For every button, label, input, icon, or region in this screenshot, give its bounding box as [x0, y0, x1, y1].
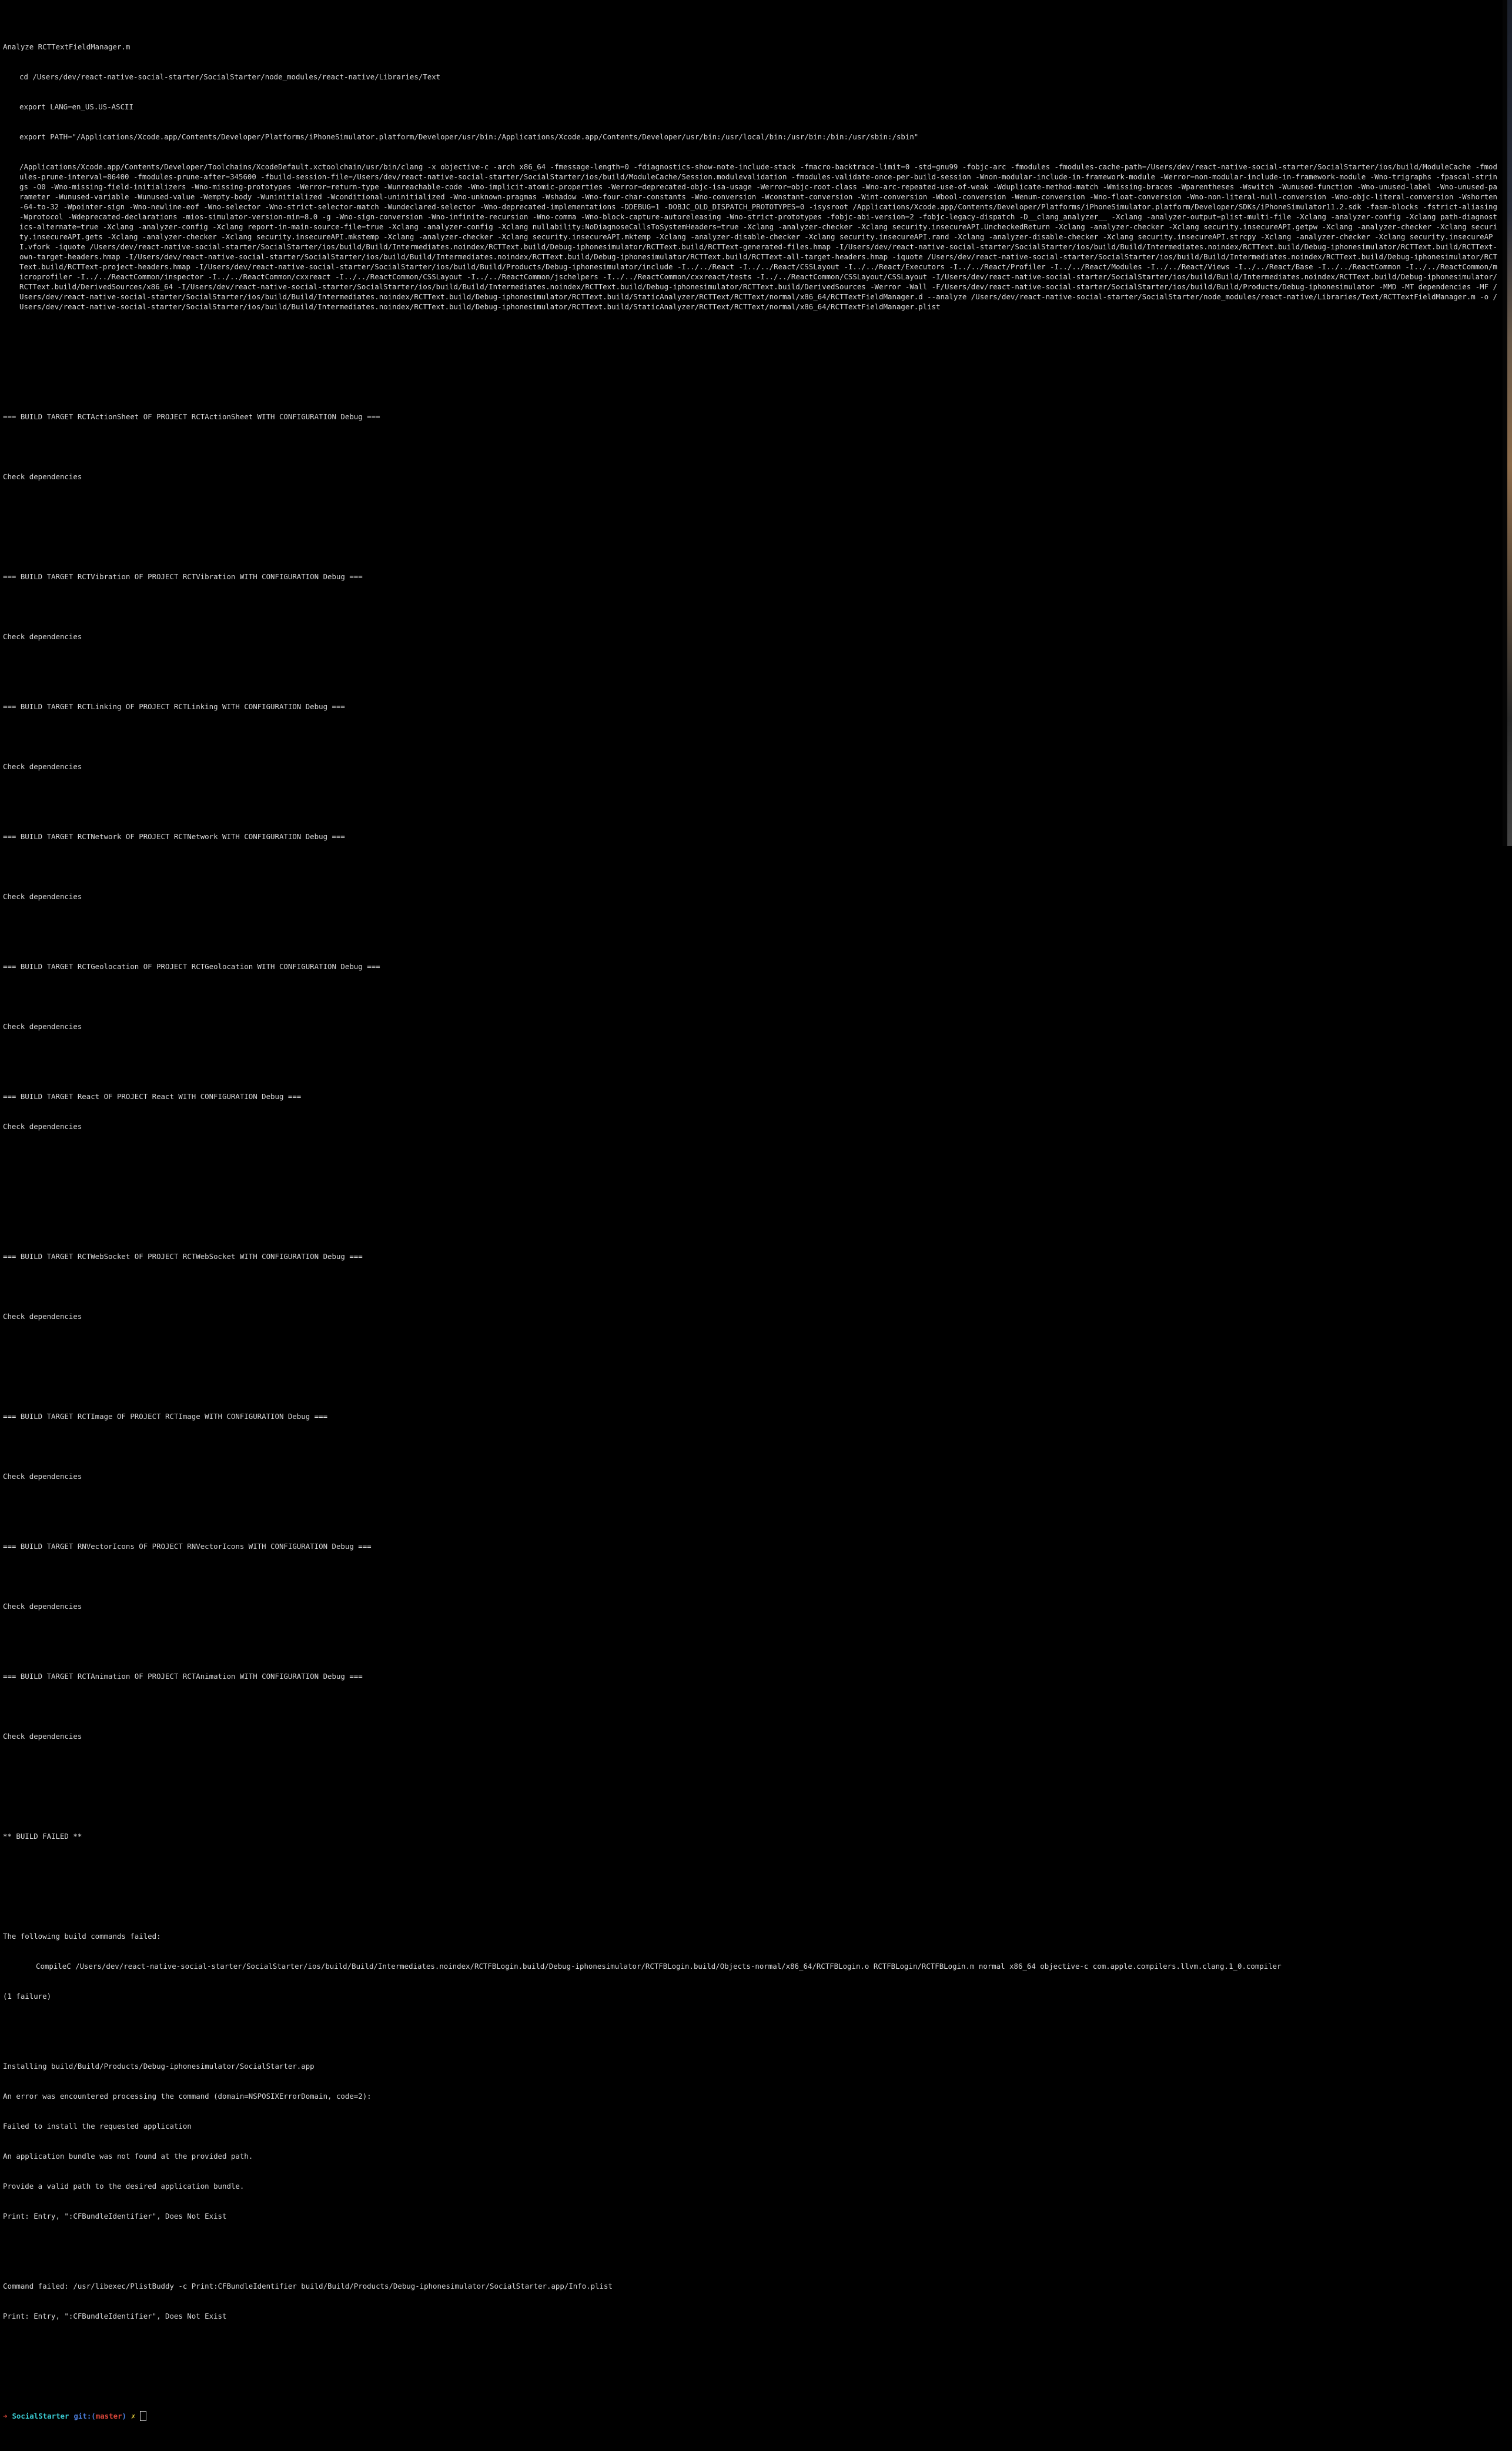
- cd-command-line: cd /Users/dev/react-native-social-starter/SocialStarter/node_modules/react-native/Libraries/Text: [19, 72, 441, 81]
- build-target-line: === BUILD TARGET RCTImage OF PROJECT RCTImage WITH CONFIGURATION Debug ===: [3, 1412, 328, 1421]
- build-target-line: === BUILD TARGET React OF PROJECT React WITH CONFIGURATION Debug ===: [3, 1092, 302, 1101]
- check-dependencies-line: Check dependencies: [3, 892, 82, 901]
- build-target-line: === BUILD TARGET RCTLinking OF PROJECT RCTLinking WITH CONFIGURATION Debug ===: [3, 702, 345, 711]
- prompt-dirty-icon: ✗: [131, 2412, 136, 2420]
- check-dependencies-line: Check dependencies: [3, 1472, 82, 1481]
- prompt-branch: master: [95, 2412, 122, 2420]
- prompt-git-label: git:(: [73, 2412, 96, 2420]
- error-line: Provide a valid path to the desired application bundle.: [3, 2182, 245, 2190]
- prompt-directory: SocialStarter: [12, 2412, 69, 2420]
- build-target-line: === BUILD TARGET RCTAnimation OF PROJECT RCTAnimation WITH CONFIGURATION Debug ===: [3, 1672, 363, 1681]
- build-target-line: === BUILD TARGET RCTNetwork OF PROJECT RCTNetwork WITH CONFIGURATION Debug ===: [3, 832, 345, 841]
- build-target-line: === BUILD TARGET RCTVibration OF PROJECT RCTVibration WITH CONFIGURATION Debug ===: [3, 572, 363, 581]
- check-dependencies-line: Check dependencies: [3, 762, 82, 771]
- shell-prompt[interactable]: [3, 2411, 1501, 2421]
- failed-commands-header: The following build commands failed:: [3, 1932, 161, 1941]
- installing-line: Installing build/Build/Products/Debug-iphonesimulator/SocialStarter.app: [3, 2062, 315, 2071]
- error-line: Failed to install the requested application: [3, 2122, 192, 2131]
- error-line: An error was encountered processing the command (domain=NSPOSIXErrorDomain, code=2):: [3, 2092, 372, 2101]
- check-dependencies-line: Check dependencies: [3, 1122, 82, 1131]
- check-dependencies-line: Check dependencies: [3, 1312, 82, 1321]
- terminal-scrollbar[interactable]: [1503, 0, 1507, 846]
- error-line: Print: Entry, ":CFBundleIdentifier", Does Not Exist: [3, 2212, 227, 2220]
- desktop-wallpaper-strip: [1507, 0, 1512, 846]
- check-dependencies-line: Check dependencies: [3, 632, 82, 641]
- build-failed-banner: ** BUILD FAILED **: [3, 1832, 82, 1841]
- build-target-line: === BUILD TARGET RCTActionSheet OF PROJECT RCTActionSheet WITH CONFIGURATION Debug ===: [3, 412, 380, 421]
- final-print-line: Print: Entry, ":CFBundleIdentifier", Does Not Exist: [3, 2312, 227, 2320]
- build-target-line: === BUILD TARGET RCTWebSocket OF PROJECT RCTWebSocket WITH CONFIGURATION Debug ===: [3, 1252, 363, 1261]
- prompt-arrow-icon: ➜: [3, 2412, 8, 2420]
- text-cursor[interactable]: [140, 2411, 146, 2421]
- build-target-line: === BUILD TARGET RNVectorIcons OF PROJECT RNVectorIcons WITH CONFIGURATION Debug ===: [3, 1542, 372, 1551]
- export-path-line: export PATH="/Applications/Xcode.app/Contents/Developer/Platforms/iPhoneSimulator.platform/Developer/usr/bin:/Applications/Xcode.app/Contents/Developer/usr/bin:/usr/local/bin:/usr/bin:/bin:/usr/sbin:/sbin": [19, 132, 919, 141]
- build-target-line: === BUILD TARGET RCTGeolocation OF PROJECT RCTGeolocation WITH CONFIGURATION Debug ===: [3, 962, 380, 971]
- terminal-output: [3, 12, 1501, 2451]
- analyze-title: Analyze RCTTextFieldManager.m: [3, 42, 131, 51]
- clang-command-line: /Applications/Xcode.app/Contents/Developer/Toolchains/XcodeDefault.xctoolchain/usr/bin/clang -x objective-c -arch x86_64 -fmessage-length=0 -fdiagnostics-show-note-include-stack -fmacro-backtrace-limit=0 -std=gnu99 -fobjc-arc -fmodules -fmodules-cache-path=/Users/dev/react-native-social-starter/SocialStarter/ios/build/ModuleCache -fmodules-prune-interval=86400 -fmodules-prune-after=345600 -fbuild-session-file=/Users/dev/react-native-social-starter/SocialStarter/ios/build/ModuleCache/Session.modulevalidation -fmodules-validate-once-per-build-session -Wnon-modular-include-in-framework-module -Werror=non-modular-include-in-framework-module -Wno-trigraphs -fpascal-strings -O0 -Wno-missing-field-initializers -Wno-missing-prototypes -Werror=return-type -Wunreachable-code -Wno-implicit-atomic-properties -Werror=deprecated-objc-isa-usage -Werror=objc-root-class -Wno-arc-repeated-use-of-weak -Wduplicate-method-match -Wmissing-braces -Wparentheses -Wswitch -Wunused-function -Wno-unused-label -Wno-unused-parameter -Wunused-variable -Wunused-value -Wempty-body -Wuninitialized -Wconditional-uninitialized -Wno-unknown-pragmas -Wshadow -Wno-four-char-constants -Wno-conversion -Wconstant-conversion -Wint-conversion -Wbool-conversion -Wenum-conversion -Wno-float-conversion -Wno-non-literal-null-conversion -Wno-objc-literal-conversion -Wshorten-64-to-32 -Wpointer-sign -Wno-newline-eof -Wno-selector -Wno-strict-selector-match -Wundeclared-selector -Wno-deprecated-implementations -DDEBUG=1 -DOBJC_OLD_DISPATCH_PROTOTYPES=0 -isysroot /Applications/Xcode.app/Contents/Developer/Platforms/iPhoneSimulator.platform/Developer/SDKs/iPhoneSimulator11.2.sdk -fasm-blocks -fstrict-aliasing -Wprotocol -Wdeprecated-declarations -mios-simulator-version-min=8.0 -g -Wno-sign-conversion -Wno-infinite-recursion -Wno-comma -Wno-block-capture-autoreleasing -Wno-strict-prototypes -fobjc-abi-version=2 -fobjc-legacy-dispatch -D__clang_analyzer__ -Xclang -analyzer-output=plist-multi-file -Xclang -analyzer-config -Xclang path-diagnostics-alternate=true -Xclang -analyzer-config -Xclang report-in-main-source-file=true -Xclang -analyzer-config -Xclang nullability:NoDiagnoseCallsToSystemHeaders=true -Xclang -analyzer-checker -Xclang security.insecureAPI.UncheckedReturn -Xclang -analyzer-checker -Xclang security.insecureAPI.getpw -Xclang -analyzer-checker -Xclang security.insecureAPI.gets -Xclang -analyzer-checker -Xclang security.insecureAPI.mkstemp -Xclang -analyzer-checker -Xclang security.insecureAPI.mktemp -Xclang -analyzer-disable-checker -Xclang security.insecureAPI.rand -Xclang -analyzer-disable-checker -Xclang security.insecureAPI.strcpy -Xclang -analyzer-checker -Xclang security.insecureAPI.vfork -iquote /Users/dev/react-native-social-starter/SocialStarter/ios/build/Build/Intermediates.noindex/RCTText.build/Debug-iphonesimulator/RCTText.build/RCTText-generated-files.hmap -I/Users/dev/react-native-social-starter/SocialStarter/ios/build/Build/Intermediates.noindex/RCTText.build/Debug-iphonesimulator/RCTText.build/RCTText-own-target-headers.hmap -I/Users/dev/react-native-social-starter/SocialStarter/ios/build/Build/Intermediates.noindex/RCTText.build/Debug-iphonesimulator/RCTText.build/RCTText-all-target-headers.hmap -iquote /Users/dev/react-native-social-starter/SocialStarter/ios/build/Build/Intermediates.noindex/RCTText.build/Debug-iphonesimulator/RCTText.build/RCTText-project-headers.hmap -I/Users/dev/react-native-social-starter/SocialStarter/ios/build/Build/Products/Debug-iphonesimulator/include -I../../React -I../../React/CSSLayout -I../../React/Executors -I../../React/Profiler -I../../React/Modules -I../../React/Views -I../../React/Base -I../../ReactCommon -I../../ReactCommon/microprofiler -I../../ReactCommon/inspector -I../../ReactCommon/cxxreact -I../../ReactCommon/CSSLayout -I../../ReactCommon/jschelpers -I../../ReactCommon/cxxreact/tests -I../../ReactCommon/CSSLayout/CSSLayout -I/Users/dev/react-native-social-starter/SocialStarter/ios/build/Build/Intermediates.noindex/RCTText.build/Debug-iphonesimulator/RCTText.build/DerivedSources/x86_64 -I/Users/dev/react-native-social-starter/SocialStarter/ios/build/Build/Intermediates.noindex/RCTText.build/Debug-iphonesimulator/RCTText.build/DerivedSources -Werror -Wall -F/Users/dev/react-native-social-starter/SocialStarter/ios/build/Build/Products/Debug-iphonesimulator -MMD -MT dependencies -MF /Users/dev/react-native-social-starter/SocialStarter/ios/build/Build/Intermediates.noindex/RCTText.build/Debug-iphonesimulator/RCTText.build/StaticAnalyzer/RCTText/RCTText/normal/x86_64/RCTTextFieldManager.d --analyze /Users/dev/react-native-social-starter/SocialStarter/node_modules/react-native/Libraries/Text/RCTTextFieldManager.m -o /Users/dev/react-native-social-starter/SocialStarter/ios/build/Build/Intermediates.noindex/RCTText.build/Debug-iphonesimulator/RCTText.build/StaticAnalyzer/RCTText/RCTText/normal/x86_64/RCTTextFieldManager.plist: [19, 162, 1502, 311]
- prompt-git-close: ): [122, 2412, 126, 2420]
- failed-compile-command: CompileC /Users/dev/react-native-social-starter/SocialStarter/ios/build/Build/Intermediates.noindex/RCTFBLogin.build/Debug-iphonesimulator/RCTFBLogin.build/Objects-normal/x86_64/RCTFBLogin.o RCTFBLogin/RCTFBLogin.m normal x86_64 objective-c com.apple.compilers.llvm.clang.1_0.compiler: [36, 1962, 1282, 1971]
- error-line: An application bundle was not found at the provided path.: [3, 2152, 253, 2161]
- command-failed-line: Command failed: /usr/libexec/PlistBuddy -c Print:CFBundleIdentifier build/Build/Products/Debug-iphonesimulator/SocialStarter.app/Info.plist: [3, 2282, 613, 2290]
- check-dependencies-line: Check dependencies: [3, 1022, 82, 1031]
- export-lang-line: export LANG=en_US.US-ASCII: [19, 102, 133, 111]
- failure-count: (1 failure): [3, 1992, 52, 2001]
- check-dependencies-line: Check dependencies: [3, 1602, 82, 1611]
- check-dependencies-line: Check dependencies: [3, 1732, 82, 1741]
- check-dependencies-line: Check dependencies: [3, 472, 82, 481]
